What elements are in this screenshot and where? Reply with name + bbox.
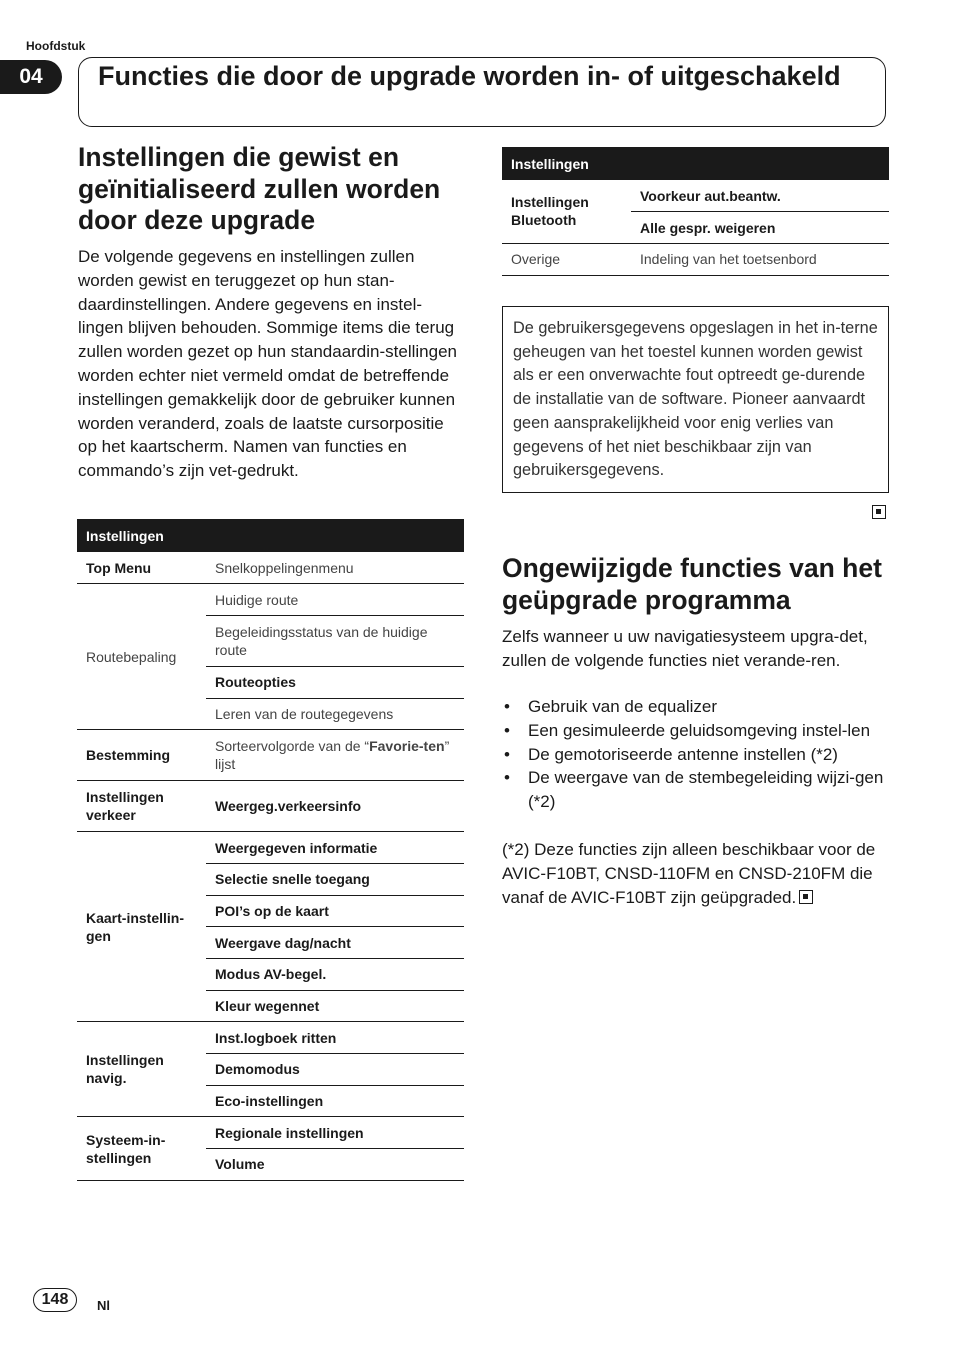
data-loss-notice: De gebruikersgegevens opgeslagen in het in-terne geheugen van het toestel kunnen worden gewist als er een onverwachte fout optreedt ge-durende de installatie van de software. Pioneer aanvaardt geen aansprakelijkheid voor enig verlies van gegevens of het niet beschikbaar zijn van gebruikersgegevens. bbox=[502, 306, 889, 493]
setting-cell: Eco-instellingen bbox=[206, 1085, 464, 1117]
category-cell: Instellingen verkeer bbox=[77, 781, 206, 832]
setting-cell: Alle gespr. weigeren bbox=[631, 212, 889, 244]
language-code: Nl bbox=[97, 1298, 110, 1313]
setting-text-bold: Favorie-ten bbox=[369, 738, 445, 755]
setting-cell: Regionale instellingen bbox=[206, 1117, 464, 1149]
chapter-number-badge: 04 bbox=[0, 60, 62, 94]
unchanged-functions-list bbox=[502, 695, 888, 814]
category-cell: Kaart-instellin-gen bbox=[77, 832, 206, 1022]
setting-cell: Routeopties bbox=[206, 666, 464, 698]
table-row bbox=[77, 552, 464, 584]
table-row bbox=[502, 180, 889, 212]
category-cell: Instellingen navig. bbox=[77, 1022, 206, 1117]
setting-cell: Kleur wegennet bbox=[206, 990, 464, 1022]
setting-cell: Inst.logboek ritten bbox=[206, 1022, 464, 1054]
setting-cell: Leren van de routegegevens bbox=[206, 698, 464, 730]
reset-settings-table bbox=[77, 519, 464, 1181]
reset-settings-table-continued bbox=[502, 147, 889, 276]
setting-cell: Weergegeven informatie bbox=[206, 832, 464, 864]
section-heading-unchanged-functions: Ongewijzigde functies van het geüpgrade programma bbox=[502, 553, 882, 615]
setting-cell: Demomodus bbox=[206, 1054, 464, 1086]
setting-text-suffix: ” lijst bbox=[215, 738, 450, 773]
setting-cell: Volume bbox=[206, 1149, 464, 1181]
setting-cell: Indeling van het toetsenbord bbox=[631, 243, 889, 275]
table-row bbox=[77, 584, 464, 616]
setting-cell: POI’s op de kaart bbox=[206, 895, 464, 927]
list-item: • De gemotoriseerde antenne instellen (*2) bbox=[502, 743, 888, 767]
footnote-text: (*2) Deze functies zijn alleen beschikbaar voor de AVIC-F10BT, CNSD-110FM en CNSD-210FM die vanaf de AVIC-F10BT zijn geüpgraded. bbox=[502, 840, 876, 907]
setting-cell: Begeleidingsstatus van de huidige route bbox=[206, 615, 464, 666]
chapter-title: Functies die door de upgrade worden in- of uitgeschakeld bbox=[98, 61, 841, 91]
table-row bbox=[77, 1022, 464, 1054]
list-item: • Een gesimuleerde geluidsomgeving instel-len bbox=[502, 719, 888, 743]
list-item: • Gebruik van de equalizer bbox=[502, 695, 888, 719]
table-header: Instellingen bbox=[77, 519, 464, 552]
footnote bbox=[502, 838, 888, 909]
setting-cell: Modus AV-begel. bbox=[206, 959, 464, 991]
category-cell: Routebepaling bbox=[77, 584, 206, 730]
chapter-label: Hoofdstuk bbox=[26, 39, 86, 53]
list-item: • De weergave van de stembegeleiding wijzi-gen (*2) bbox=[502, 766, 888, 814]
setting-cell: Huidige route bbox=[206, 584, 464, 616]
table-row bbox=[502, 243, 889, 275]
setting-cell: Selectie snelle toegang bbox=[206, 863, 464, 895]
category-cell: Systeem-in-stellingen bbox=[77, 1117, 206, 1180]
setting-cell bbox=[206, 730, 464, 781]
section-heading-reset-settings: Instellingen die gewist en geïnitialiseerd zullen worden door deze upgrade bbox=[78, 142, 441, 235]
section-intro-reset-settings: De volgende gegevens en instellingen zullen worden gewist en teruggezet op hun stan-daardinstellingen. Andere gegevens en instel-lingen blijven behouden. Sommige items die terug zullen worden gezet op hun standaardin-stellingen worden echter niet vermeld omdat de betreffende instellingen gemakkelijk door de gebruiker kunnen worden veranderd, zoals de laatste cursorpositie op het kaartscherm. Namen van functies en commando’s zijn vet-gedrukt. bbox=[78, 247, 457, 481]
table-header: Instellingen bbox=[502, 147, 889, 180]
setting-cell: Voorkeur aut.beantw. bbox=[631, 180, 889, 212]
table-row bbox=[77, 832, 464, 864]
page-number: 148 bbox=[33, 1288, 77, 1312]
table-header-row bbox=[77, 519, 464, 552]
setting-text-prefix: Sorteervolgorde van de “ bbox=[215, 738, 370, 755]
table-row bbox=[77, 1117, 464, 1149]
setting-cell: Snelkoppelingenmenu bbox=[206, 552, 464, 584]
table-row bbox=[77, 730, 464, 781]
category-cell: Top Menu bbox=[77, 552, 206, 584]
setting-cell: Weergeg.verkeersinfo bbox=[206, 781, 464, 832]
category-cell: Bestemming bbox=[77, 730, 206, 781]
end-of-section-icon bbox=[799, 890, 813, 904]
table-header-row bbox=[502, 147, 889, 180]
category-cell: Instellingen Bluetooth bbox=[502, 180, 631, 243]
end-of-section-icon bbox=[872, 505, 886, 519]
table-row bbox=[77, 781, 464, 832]
category-cell: Overige bbox=[502, 243, 631, 275]
section-intro-unchanged-functions: Zelfs wanneer u uw navigatiesysteem upgra-det, zullen de volgende functies niet verande-ren. bbox=[502, 627, 868, 670]
setting-cell: Weergave dag/nacht bbox=[206, 927, 464, 959]
